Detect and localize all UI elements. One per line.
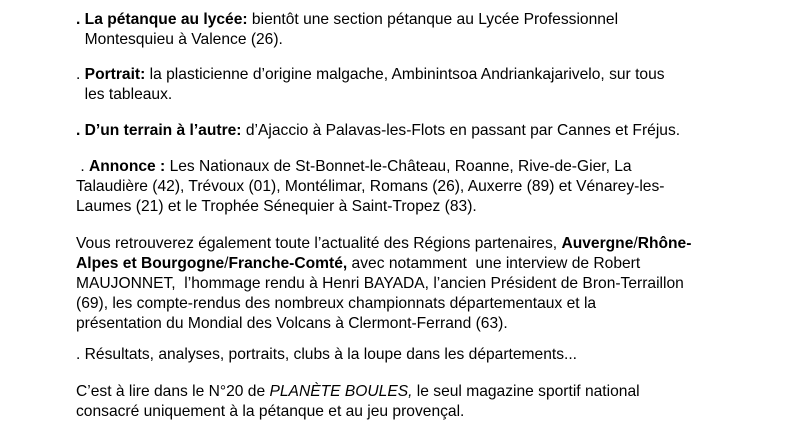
text-run: consacré uniquement à la pétanque et au jeu provençal. bbox=[76, 403, 465, 420]
text-run: (69), les compte-rendus des nombreux championnats départementaux et la bbox=[76, 295, 597, 312]
bold-text: . D’un terrain à l’autre: bbox=[76, 122, 242, 139]
text-run: d’Ajaccio à Palavas-les-Flots en passant par Cannes et Fréjus. bbox=[241, 122, 681, 139]
text-line bbox=[76, 85, 665, 105]
text-line bbox=[76, 345, 577, 365]
bold-text: Annonce : bbox=[89, 158, 166, 175]
item-terrain bbox=[76, 121, 680, 141]
item-portrait bbox=[76, 65, 665, 105]
text-run: le seul magazine sportif national bbox=[412, 383, 640, 400]
text-run: présentation du Mondial des Volcans à Clermont-Ferrand (63). bbox=[76, 315, 508, 332]
paragraph-regions bbox=[76, 234, 691, 334]
text-run: C’est à lire dans le N°20 de bbox=[76, 383, 270, 400]
text-line bbox=[76, 234, 691, 254]
text-line bbox=[76, 254, 691, 274]
text-run: les tableaux. bbox=[76, 86, 173, 103]
paragraph-magazine bbox=[76, 382, 640, 422]
text-run: avec notamment une interview de Robert bbox=[347, 255, 641, 272]
text-run: la plasticienne d’origine malgache, Ambinintsoa Andriankajarivelo, sur tous bbox=[145, 66, 665, 83]
text-line bbox=[76, 65, 665, 85]
item-annonce bbox=[76, 157, 664, 217]
text-run: MAUJONNET, l’hommage rendu à Henri BAYADA, l’ancien Président de Bron-Terraillon bbox=[76, 275, 684, 292]
bold-text: Portrait: bbox=[84, 66, 146, 83]
bold-text: Auvergne bbox=[561, 235, 634, 252]
text-line bbox=[76, 157, 664, 177]
text-run: Talaudière (42), Trévoux (01), Montélimar, Romans (26), Auxerre (89) et Vénarey-les- bbox=[76, 178, 665, 195]
bold-text: . La pétanque au lycée: bbox=[76, 11, 248, 28]
text-run: Montesquieu à Valence (26). bbox=[76, 31, 283, 48]
text-line bbox=[76, 294, 691, 314]
italic-text: PLANÈTE BOULES, bbox=[269, 383, 413, 400]
bold-text: Alpes et Bourgogne bbox=[76, 255, 225, 272]
text-run: Vous retrouverez également toute l’actualité des Régions partenaires, bbox=[76, 235, 562, 252]
text-line bbox=[76, 274, 691, 294]
text-line bbox=[76, 314, 691, 334]
text-run: Les Nationaux de St-Bonnet-le-Château, Roanne, Rive-de-Gier, La bbox=[165, 158, 632, 175]
item-lycee bbox=[76, 10, 618, 50]
text-run: . bbox=[76, 66, 85, 83]
text-line bbox=[76, 121, 680, 141]
text-line bbox=[76, 30, 618, 50]
text-run: . Résultats, analyses, portraits, clubs à la loupe dans les départements... bbox=[76, 346, 577, 363]
text-line bbox=[76, 177, 664, 197]
text-line bbox=[76, 382, 640, 402]
bold-text: Rhône- bbox=[637, 235, 692, 252]
text-line bbox=[76, 402, 640, 422]
text-run: / bbox=[224, 255, 229, 272]
text-line bbox=[76, 197, 664, 217]
bold-text: Franche-Comté, bbox=[228, 255, 348, 272]
text-run: / bbox=[633, 235, 638, 252]
text-run: . bbox=[76, 158, 89, 175]
item-resultats bbox=[76, 345, 577, 365]
text-run: bientôt une section pétanque au Lycée Professionnel bbox=[247, 11, 619, 28]
text-line bbox=[76, 10, 618, 30]
text-run: Laumes (21) et le Trophée Sénequier à Saint-Tropez (83). bbox=[76, 198, 477, 215]
